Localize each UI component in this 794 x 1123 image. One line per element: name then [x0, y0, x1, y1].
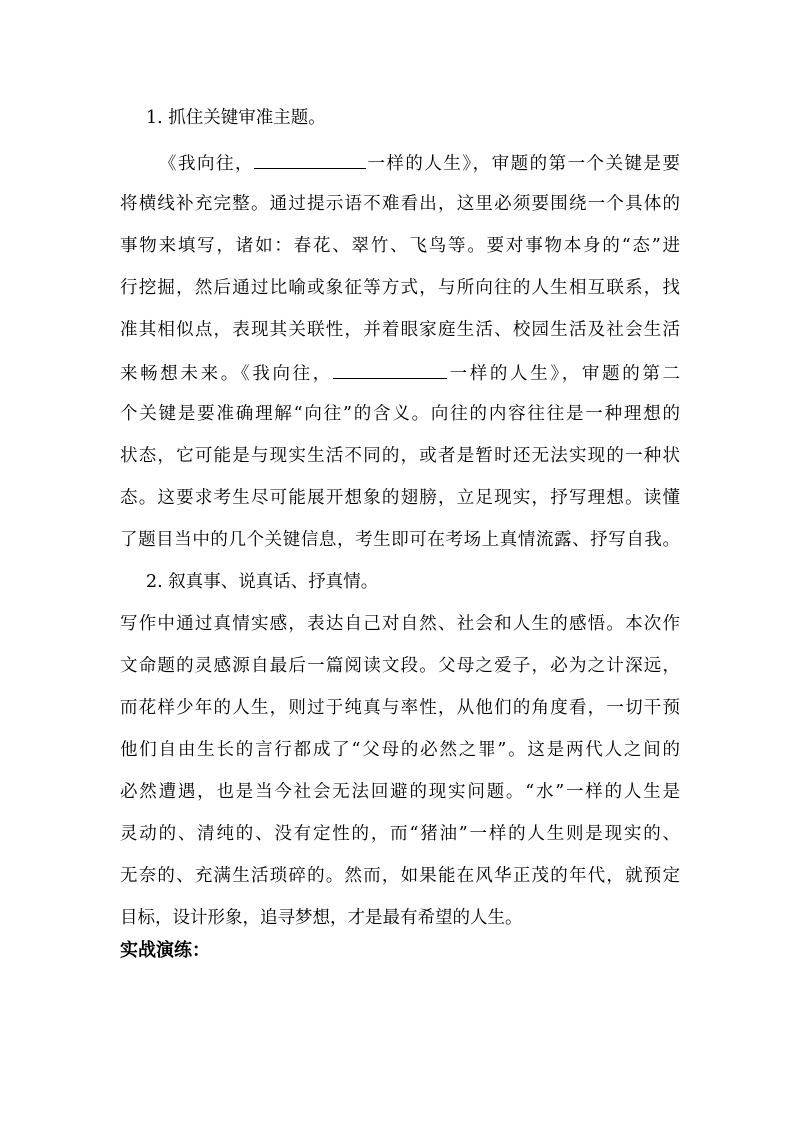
- paragraph-line: 文命题的灵感源自最后一篇阅读文段。父母之爱子，必为之计深远，: [120, 656, 680, 676]
- paragraph-line: 灵动的、清纯的、没有定性的，而“猪油”一样的人生则是现实的、: [120, 824, 680, 844]
- paragraph-line: 个关键是要准确理解“向往”的含义。向往的内容往往是一种理想的: [120, 404, 680, 424]
- text-span: 一样的人生》，审题的第一个关键是要: [365, 154, 681, 174]
- text-span: 来畅想未来。《我向往，: [120, 364, 333, 384]
- text-span: 一样的人生》，审题的第二: [446, 364, 681, 384]
- paragraph-line: 了题目当中的几个关键信息，考生即可在考场上真情流露、抒写自我。: [120, 530, 680, 550]
- paragraph-line: 而花样少年的人生，则过于纯真与率性，从他们的角度看，一切干预: [120, 698, 680, 718]
- section2-heading: 2. 叙真事、说真话、抒真情。: [146, 572, 379, 592]
- fill-blank: [254, 152, 366, 169]
- paragraph-line: 必然遭遇，也是当今社会无法回避的现实问题。“水”一样的人生是: [120, 782, 680, 802]
- paragraph-line: 状态，它可能是与现实生活不同的，或者是暂时还无法实现的一种状: [120, 446, 680, 466]
- paragraph-line: 目标，设计形象，追寻梦想，才是最有希望的人生。: [120, 908, 523, 928]
- paragraph-line: 将横线补充完整。通过提示语不难看出，这里必须要围绕一个具体的: [120, 194, 680, 214]
- paragraph-line: 无奈的、充满生活琐碎的。然而，如果能在风华正茂的年代，就预定: [120, 866, 680, 886]
- paragraph-line: [159, 152, 680, 174]
- paragraph-line: 行挖掘，然后通过比喻或象征等方式，与所向往的人生相互联系，找: [120, 278, 680, 298]
- paragraph-line: 事物来填写，诸如：春花、翠竹、飞鸟等。要对事物本身的“态”进: [120, 236, 680, 256]
- paragraph-line: 准其相似点，表现其关联性，并着眼家庭生活、校园生活及社会生活: [120, 320, 680, 340]
- paragraph-line: 他们自由生长的言行都成了“父母的必然之罪”。这是两代人之间的: [120, 740, 680, 760]
- text-span: 《我向往，: [159, 154, 254, 174]
- paragraph-line: [120, 362, 680, 384]
- paragraph-line: 态。这要求考生尽可能展开想象的翅膀，立足现实，抒写理想。读懂: [120, 488, 680, 508]
- section1-heading: 1. 抓住关键审准主题。: [146, 108, 326, 128]
- paragraph-line: 写作中通过真情实感，表达自己对自然、社会和人生的感悟。本次作: [120, 614, 680, 634]
- fill-blank: [333, 362, 447, 379]
- practice-heading: 实战演练：: [120, 940, 210, 961]
